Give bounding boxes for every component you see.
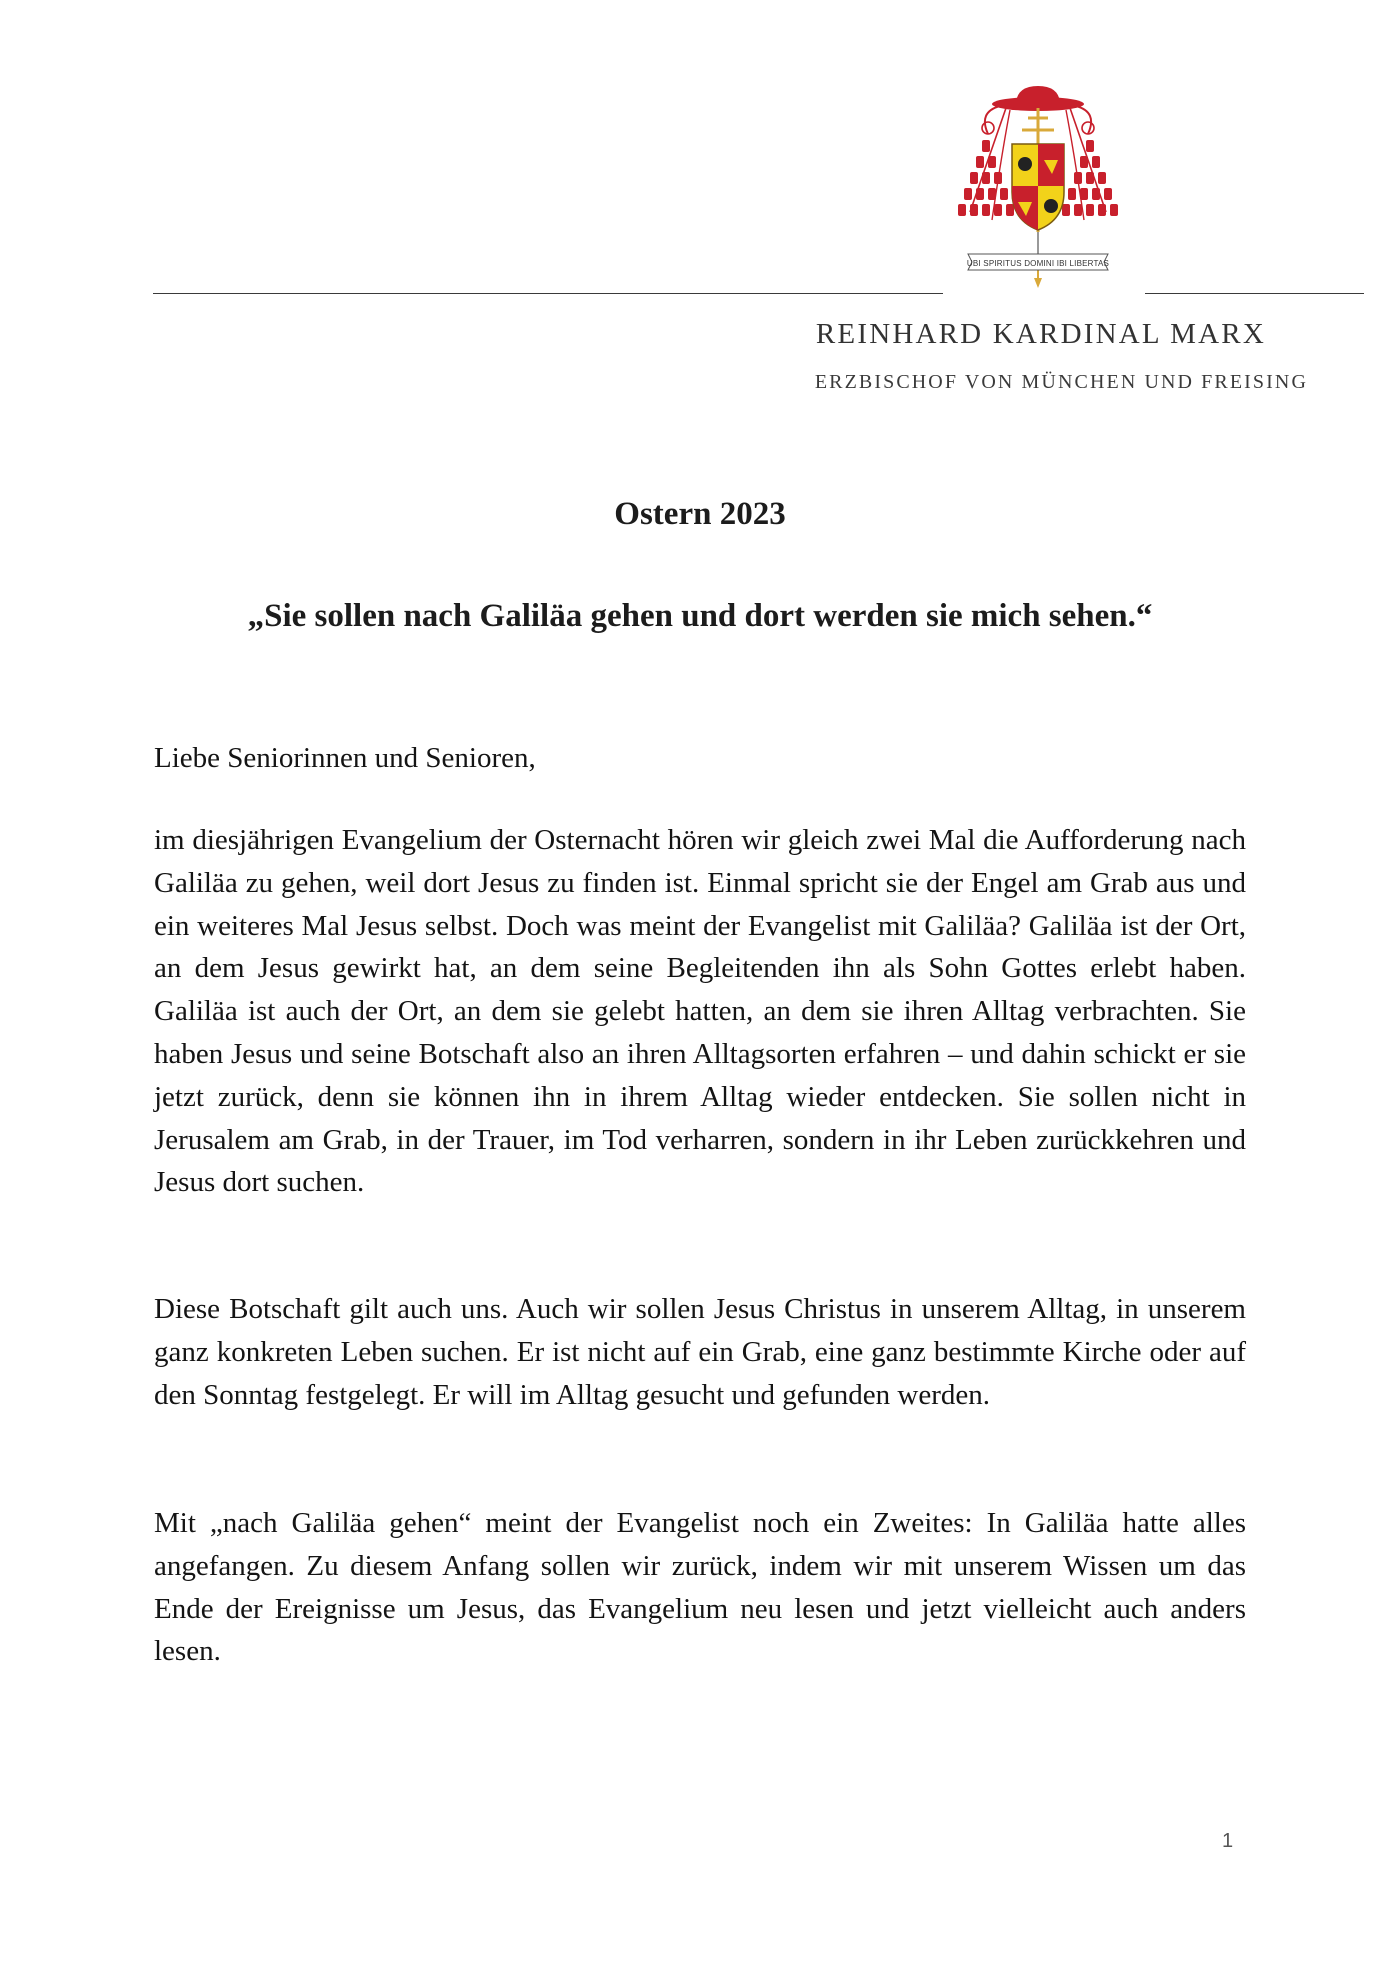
motto-text: UBI SPIRITUS DOMINI IBI LIBERTAS [966,259,1110,268]
document-title: Ostern 2023 [614,496,786,532]
body-paragraph-1: im diesjährigen Evangelium der Osternacht hören wir gleich zwei Mal die Aufforderung nach Galiläa zu gehen, weil dort Jesus zu finden ist. Einmal spricht sie der Engel am Grab aus und ein weiteres Mal Jesus selbst. Doch was meint der Evangelist mit Galiläa? Galiläa ist der Ort, an dem Jesus gewirkt hat, an dem seine Begleitenden ihn als Sohn Gottes erlebt haben. Galiläa ist auch der Ort, an dem sie gelebt hatten, an dem sie ihren Alltag verbrachten. Sie haben Jesus und seine Botschaft also an ihren Alltagsorten erfahren – und dahin schickt er sie jetzt zurück, denn sie können ihn in ihrem Alltag wieder entdecken. Sie sollen nicht in Jerusalem am Grab, in der Trauer, im Tod verharren, sondern in ihr Leben zurückkehren und Jesus dort suchen. [154,824,1246,1199]
body-paragraph-3: Mit „nach Galiläa gehen“ meint der Evangelist noch ein Zweites: In Galiläa hatte alles angefangen. Zu diesem Anfang sollen wir zurück, indem wir mit unserem Wissen um das Ende der Ereignisse um Jesus, das Evangelium neu lesen und jetzt vielleicht auch anders lesen. [154,1507,1246,1668]
letterhead-rule-left [153,293,943,294]
cardinal-coat-of-arms-icon [948,82,1128,294]
body-paragraph-2: Diese Botschaft gilt auch uns. Auch wir sollen Jesus Christus in unserem Alltag, in unserem ganz konkreten Leben suchen. Er ist nicht auf ein Grab, eine ganz bestimmte Kirche oder auf den Sonntag festgelegt. Er will im Alltag gesucht und gefunden werden. [154,1293,1246,1411]
sender-name: REINHARD KARDINAL MARX [815,318,1266,350]
sender-title: ERZBISCHOF VON MÜNCHEN UND FREISING [814,371,1308,393]
document-subtitle: „Sie sollen nach Galiläa gehen und dort werden sie mich sehen.“ [247,598,1153,634]
letterhead-rule-right [1145,293,1364,294]
page-number: 1 [1222,1830,1234,1852]
salutation: Liebe Seniorinnen und Senioren, [154,742,536,774]
